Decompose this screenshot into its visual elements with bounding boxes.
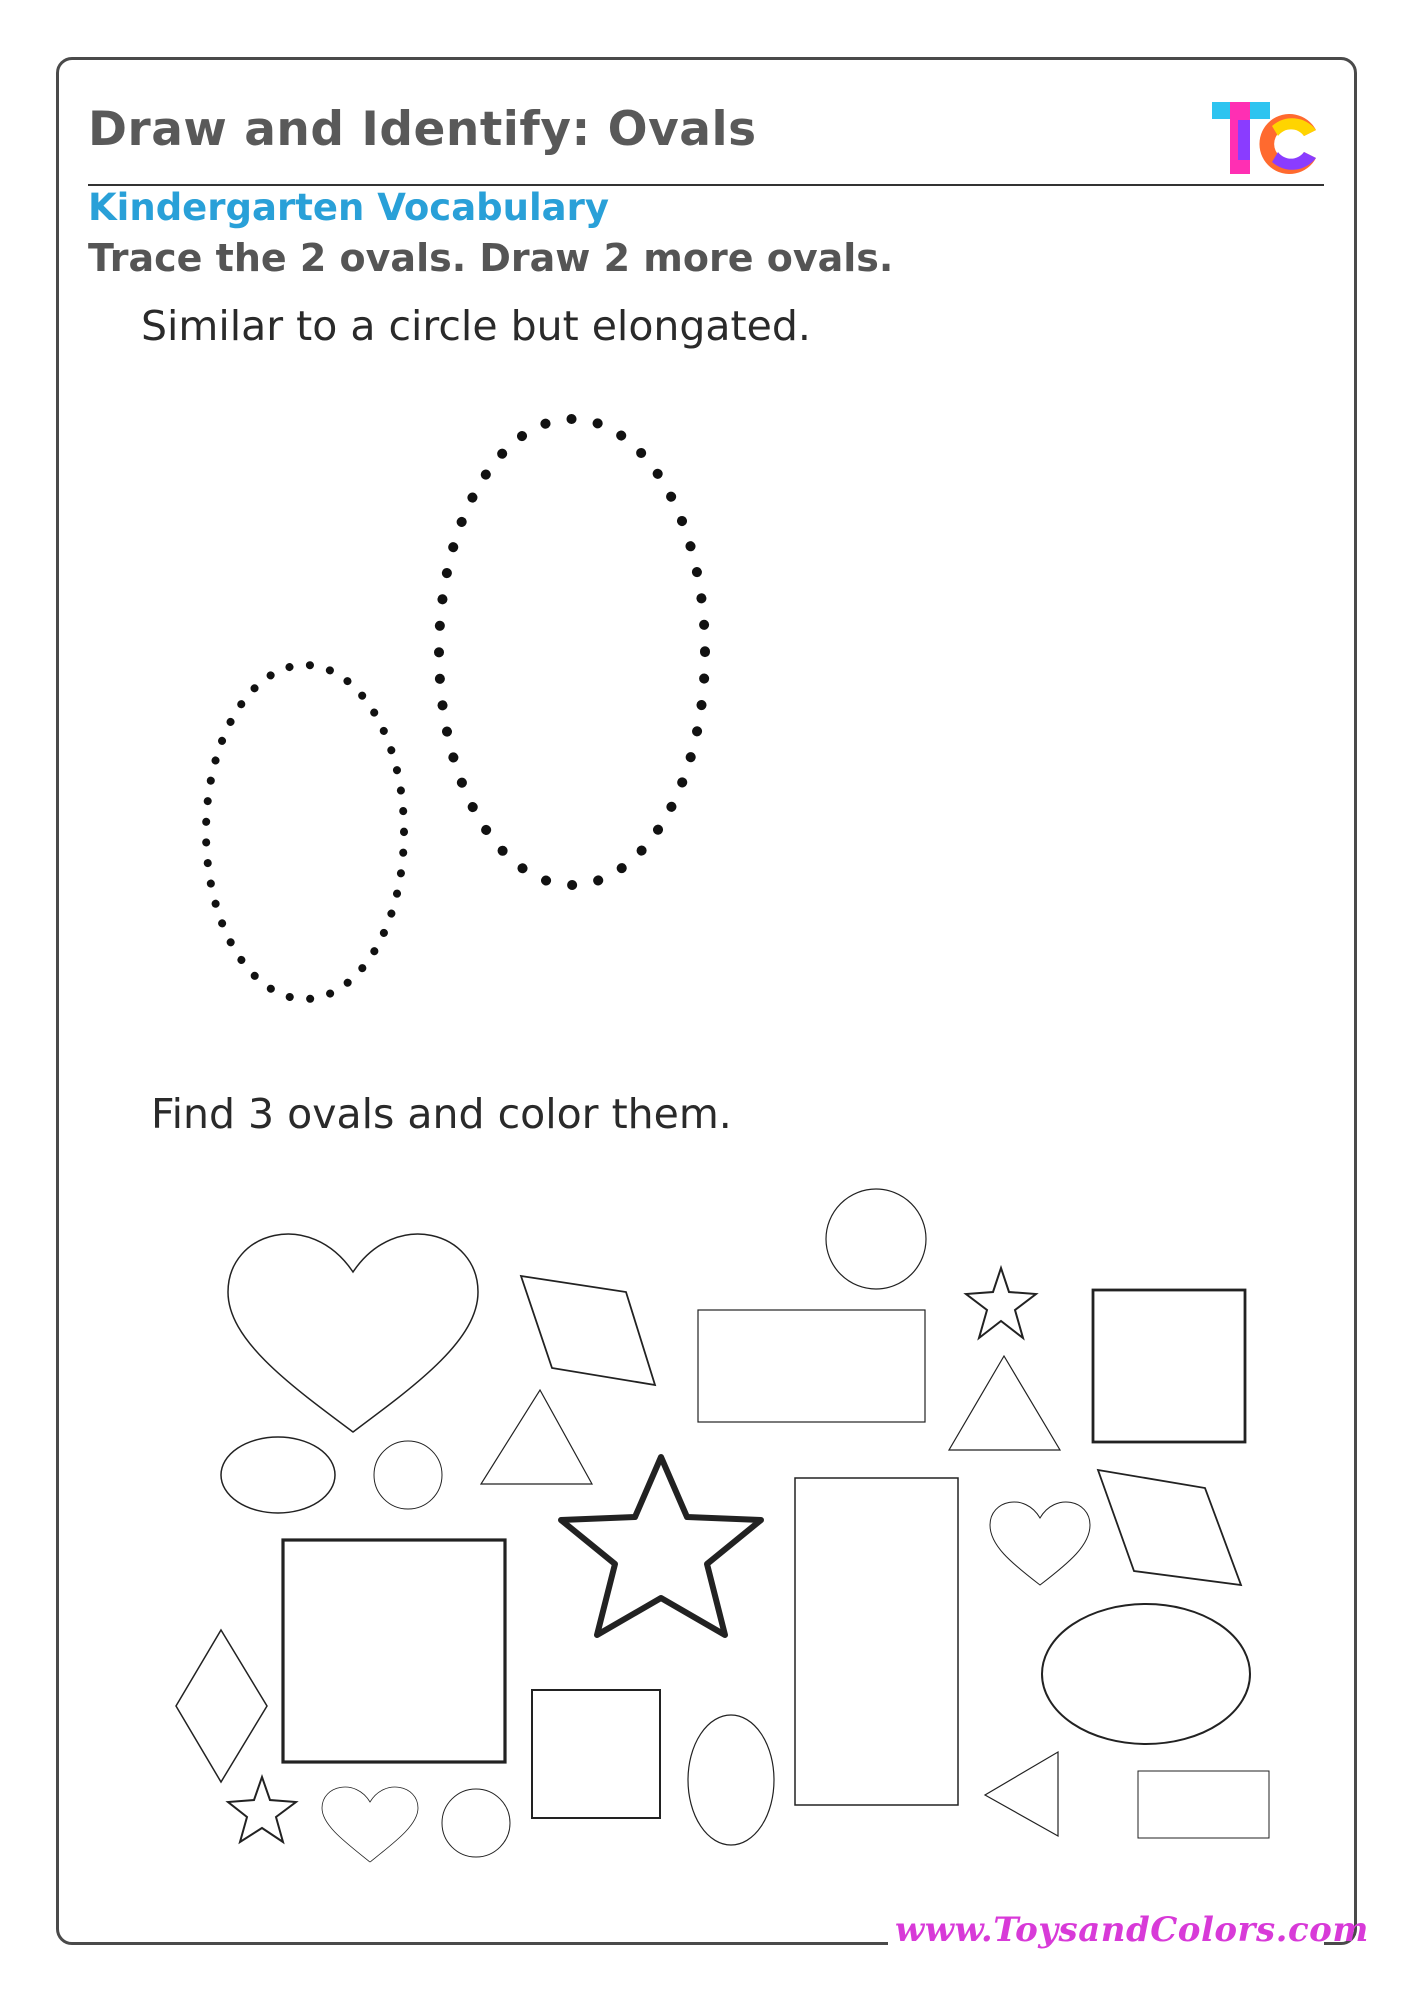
page-title: Draw and Identify: Ovals: [88, 102, 757, 157]
heart-large-shape: [228, 1234, 478, 1432]
rectangle-shape: [698, 1310, 925, 1422]
tracing-oval-large: [439, 419, 705, 885]
find-instruction: Find 3 ovals and color them.: [151, 1090, 732, 1138]
circle-shape: [374, 1441, 442, 1509]
triangle-left-shape: [985, 1752, 1058, 1836]
heart-small-shape: [322, 1787, 418, 1862]
subtitle: Kindergarten Vocabulary: [88, 186, 609, 229]
star-outline-shape: [228, 1777, 296, 1842]
oval-shape: [221, 1437, 335, 1513]
footer-url[interactable]: www.ToysandColors.com: [895, 1910, 1369, 1950]
tracing-oval-small: [206, 665, 404, 999]
oval-tall-shape: [688, 1715, 774, 1845]
heart-small-shape: [990, 1502, 1090, 1585]
triangle-shape: [949, 1356, 1060, 1450]
square-shape: [532, 1690, 660, 1818]
circle-shape: [442, 1789, 510, 1857]
triangle-shape: [481, 1390, 592, 1484]
rhombus-shape: [521, 1276, 655, 1385]
instructions: Trace the 2 ovals. Draw 2 more ovals.: [88, 236, 894, 280]
rhombus-shape: [1098, 1470, 1241, 1585]
square-shape: [1093, 1290, 1245, 1442]
oval-large-shape: [1042, 1604, 1250, 1744]
square-shape: [283, 1540, 505, 1762]
oval-definition: Similar to a circle but elongated.: [141, 302, 811, 350]
diamond-shape: [176, 1630, 267, 1782]
rectangle-tall-shape: [795, 1478, 958, 1805]
circle-shape: [826, 1189, 926, 1289]
star-small-shape: [966, 1268, 1036, 1338]
rectangle-small-shape: [1138, 1771, 1269, 1838]
